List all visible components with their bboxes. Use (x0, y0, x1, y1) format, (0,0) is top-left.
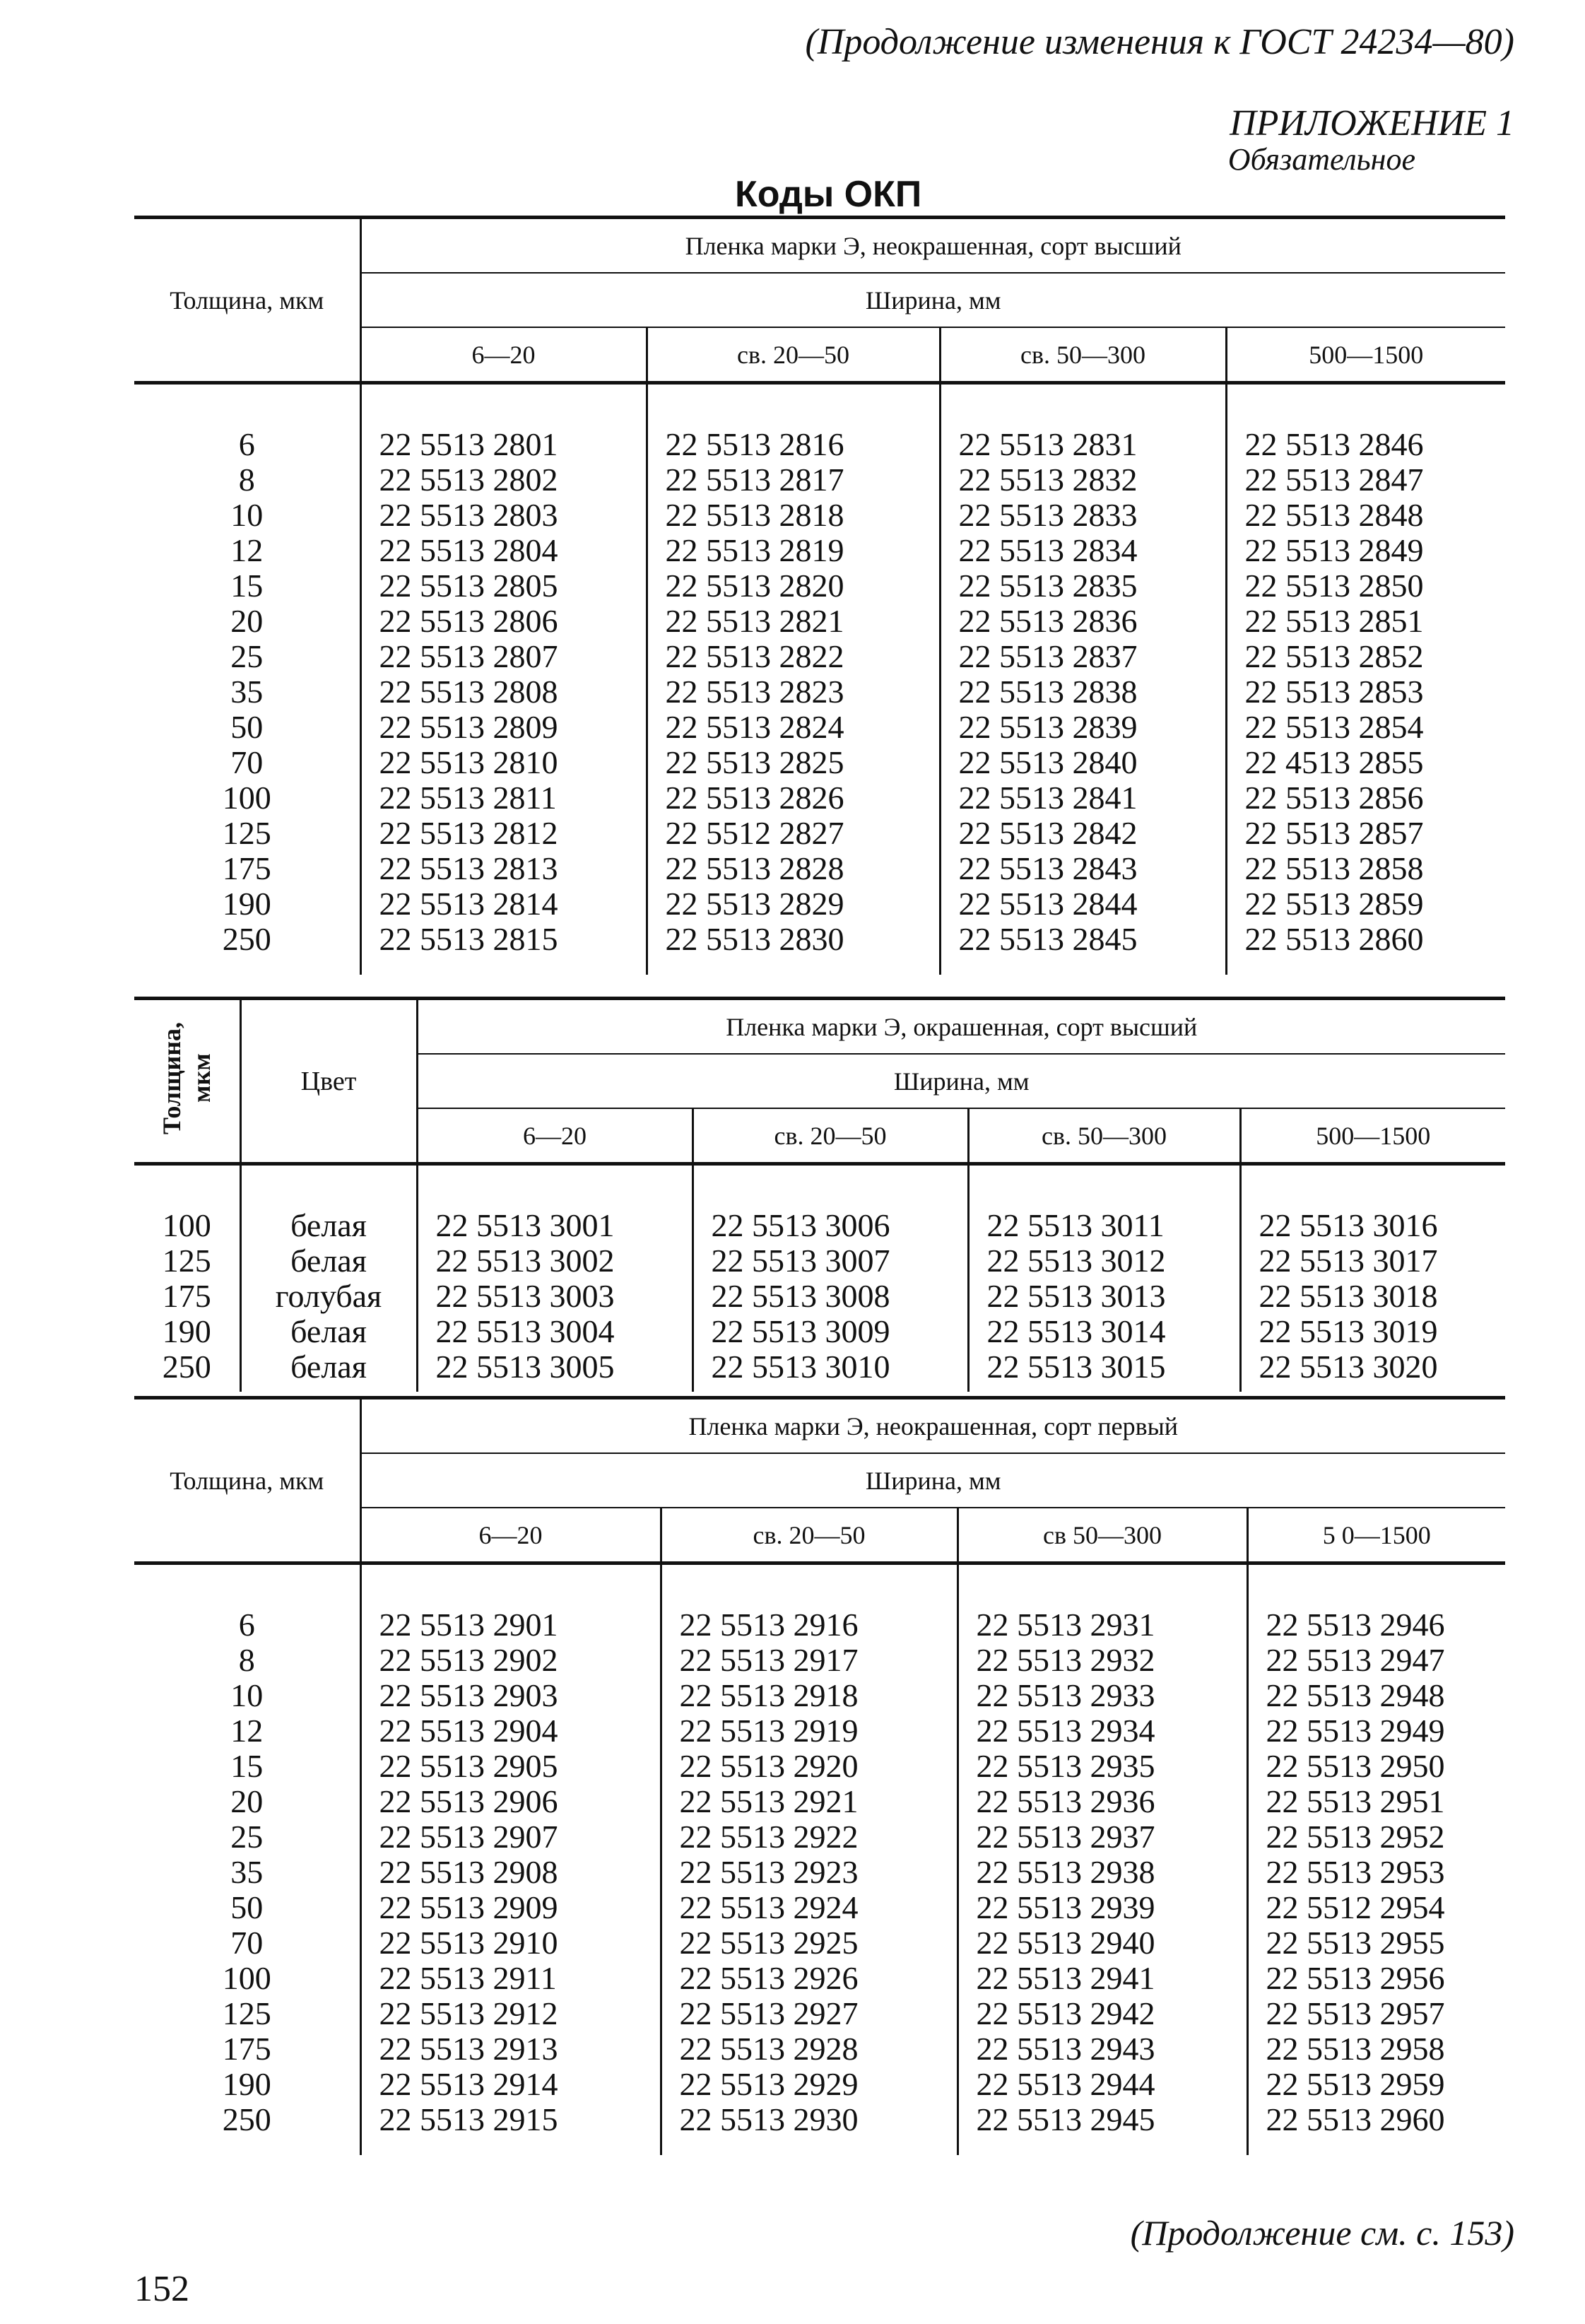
okp-code-cell: 22 5513 2808 (360, 674, 647, 710)
okp-code-cell: 22 5513 2946 (1247, 1563, 1505, 1643)
table-caption: Пленка марки Э, окрашенная, сорт высший (417, 999, 1505, 1055)
color-cell: белая (240, 1349, 417, 1392)
okp-code-cell: 22 5513 3016 (1240, 1164, 1505, 1244)
okp-code-cell: 22 5513 2825 (647, 745, 940, 780)
okp-code-cell: 22 5513 2922 (661, 1819, 958, 1855)
okp-code-cell: 22 5513 2860 (1226, 922, 1505, 975)
okp-code-cell: 22 5513 2916 (661, 1563, 958, 1643)
okp-code-cell: 22 5513 2959 (1247, 2067, 1505, 2102)
okp-code-cell: 22 5513 2943 (958, 2031, 1247, 2067)
okp-code-cell: 22 5512 2827 (647, 816, 940, 851)
okp-code-cell: 22 5513 2812 (360, 816, 647, 851)
okp-code-cell: 22 5513 2932 (958, 1643, 1247, 1678)
okp-code-cell: 22 5513 2819 (647, 533, 940, 568)
table-row (134, 1890, 1505, 1925)
thickness-cell: 100 (162, 1207, 211, 1243)
thickness-cell: 25 (230, 638, 264, 674)
thickness-cell: 6 (238, 426, 255, 462)
okp-code-cell: 22 5513 3001 (417, 1164, 693, 1244)
thickness-cell: 6 (238, 1607, 255, 1643)
width-col-4: 500—1500 (1226, 327, 1505, 383)
thickness-cell: 175 (222, 2031, 271, 2067)
okp-code-cell: 22 5513 3011 (968, 1164, 1240, 1244)
okp-code-cell: 22 5513 3007 (693, 1243, 968, 1279)
okp-code-cell: 22 5513 2905 (360, 1749, 661, 1784)
width-header: Ширина, мм (360, 273, 1505, 327)
table-row (134, 2031, 1505, 2067)
width-col-2: св. 20—50 (693, 1108, 968, 1164)
okp-code-cell: 22 5513 2915 (360, 2102, 661, 2155)
table-row (134, 1749, 1505, 1784)
okp-code-cell: 22 5513 2929 (661, 2067, 958, 2102)
table-caption: Пленка марки Э, неокрашенная, сорт первый (360, 1398, 1505, 1454)
okp-code-cell: 22 5513 2857 (1226, 816, 1505, 851)
thickness-header: Толщина, мкм (134, 1398, 360, 1563)
width-col-1: 6—20 (417, 1108, 693, 1164)
okp-code-cell: 22 5513 2937 (958, 1819, 1247, 1855)
okp-code-cell: 22 5513 2837 (940, 639, 1226, 674)
width-col-3: св 50—300 (958, 1508, 1247, 1563)
okp-code-cell: 22 5513 2948 (1247, 1678, 1505, 1713)
thickness-header: Толщина, мкм (134, 999, 240, 1164)
okp-code-cell: 22 5513 3017 (1240, 1243, 1505, 1279)
okp-code-cell: 22 5513 2830 (647, 922, 940, 975)
thickness-cell: 100 (222, 780, 271, 816)
okp-code-cell: 22 5513 3006 (693, 1164, 968, 1244)
okp-code-cell: 22 5513 2816 (647, 383, 940, 463)
okp-code-cell: 22 5513 2859 (1226, 886, 1505, 922)
okp-code-cell: 22 5513 3012 (968, 1243, 1240, 1279)
thickness-cell: 8 (238, 462, 255, 498)
okp-code-cell: 22 5513 2801 (360, 383, 647, 463)
thickness-cell: 190 (222, 2066, 271, 2102)
okp-code-cell: 22 5513 2822 (647, 639, 940, 674)
thickness-cell: 35 (230, 674, 264, 710)
okp-code-cell: 22 5513 3005 (417, 1349, 693, 1392)
okp-code-cell: 22 5513 2849 (1226, 533, 1505, 568)
okp-code-cell: 22 5513 3018 (1240, 1279, 1505, 1314)
okp-code-cell: 22 5513 2913 (360, 2031, 661, 2067)
thickness-header: Толщина, мкм (134, 218, 360, 383)
table-row (134, 498, 1505, 533)
width-col-1: 6—20 (360, 1508, 661, 1563)
thickness-cell: 175 (222, 850, 271, 886)
okp-code-cell: 22 5513 2851 (1226, 604, 1505, 639)
okp-code-cell: 22 5513 2840 (940, 745, 1226, 780)
table-row (134, 533, 1505, 568)
okp-code-cell: 22 5513 2925 (661, 1925, 958, 1961)
okp-code-cell: 22 5513 3020 (1240, 1349, 1505, 1392)
thickness-cell: 10 (230, 497, 264, 533)
okp-code-cell: 22 5513 2826 (647, 780, 940, 816)
continuation-footer: (Продолжение см. с. 153) (1130, 2213, 1514, 2253)
okp-code-cell: 22 5513 2958 (1247, 2031, 1505, 2067)
table-row (134, 383, 1505, 463)
thickness-cell: 125 (222, 1995, 271, 2031)
color-cell: белая (240, 1243, 417, 1279)
okp-code-cell: 22 5513 2960 (1247, 2102, 1505, 2155)
okp-code-cell: 22 5513 2807 (360, 639, 647, 674)
okp-table-unpainted-premium (134, 216, 1505, 975)
okp-code-cell: 22 4513 2855 (1226, 745, 1505, 780)
table-row (134, 1164, 1505, 1244)
table-row (134, 886, 1505, 922)
thickness-cell: 25 (230, 1819, 264, 1855)
okp-code-cell: 22 5513 3004 (417, 1314, 693, 1349)
okp-code-cell: 22 5513 2842 (940, 816, 1226, 851)
thickness-cell: 100 (222, 1960, 271, 1996)
okp-code-cell: 22 5513 2908 (360, 1855, 661, 1890)
width-col-4: 500—1500 (1240, 1108, 1505, 1164)
okp-code-cell: 22 5513 2839 (940, 710, 1226, 745)
okp-code-cell: 22 5513 2936 (958, 1784, 1247, 1819)
table-row (134, 2067, 1505, 2102)
okp-code-cell: 22 5513 2841 (940, 780, 1226, 816)
table-row (134, 604, 1505, 639)
okp-code-cell: 22 5513 2926 (661, 1961, 958, 1996)
okp-code-cell: 22 5513 2806 (360, 604, 647, 639)
table-row (134, 1349, 1505, 1392)
okp-code-cell: 22 5513 3013 (968, 1279, 1240, 1314)
color-cell: белая (240, 1164, 417, 1244)
okp-code-cell: 22 5513 2848 (1226, 498, 1505, 533)
okp-table-unpainted-first (134, 1396, 1505, 2155)
okp-code-cell: 22 5513 2919 (661, 1713, 958, 1749)
table-row (134, 745, 1505, 780)
okp-code-cell: 22 5513 2928 (661, 2031, 958, 2067)
table-caption: Пленка марки Э, неокрашенная, сорт высший (360, 218, 1505, 274)
okp-code-cell: 22 5513 2901 (360, 1563, 661, 1643)
table-row (134, 710, 1505, 745)
thickness-cell: 20 (230, 1783, 264, 1819)
okp-code-cell: 22 5513 2802 (360, 462, 647, 498)
okp-code-cell: 22 5513 3015 (968, 1349, 1240, 1392)
appendix-status: Обязательное (1227, 142, 1415, 177)
thickness-cell: 70 (230, 1925, 264, 1961)
okp-code-cell: 22 5513 2909 (360, 1890, 661, 1925)
okp-code-cell: 22 5513 2803 (360, 498, 647, 533)
okp-code-cell: 22 5513 2950 (1247, 1749, 1505, 1784)
okp-code-cell: 22 5513 2939 (958, 1890, 1247, 1925)
width-col-4: 5 0—1500 (1247, 1508, 1505, 1563)
okp-code-cell: 22 5513 2815 (360, 922, 647, 975)
okp-code-cell: 22 5513 2856 (1226, 780, 1505, 816)
okp-code-cell: 22 5513 2944 (958, 2067, 1247, 2102)
okp-code-cell: 22 5513 2911 (360, 1961, 661, 1996)
okp-table-painted-premium (134, 997, 1505, 1392)
thickness-cell: 250 (222, 2101, 271, 2137)
table-row (134, 1678, 1505, 1713)
okp-code-cell: 22 5513 3014 (968, 1314, 1240, 1349)
okp-code-cell: 22 5513 2947 (1247, 1643, 1505, 1678)
okp-code-cell: 22 5513 3010 (693, 1349, 968, 1392)
okp-code-cell: 22 5513 2824 (647, 710, 940, 745)
okp-code-cell: 22 5513 3008 (693, 1279, 968, 1314)
table-row (134, 922, 1505, 975)
table-row (134, 1279, 1505, 1314)
okp-code-cell: 22 5513 2904 (360, 1713, 661, 1749)
table-row (134, 1243, 1505, 1279)
okp-code-cell: 22 5513 2956 (1247, 1961, 1505, 1996)
okp-code-cell: 22 5513 2817 (647, 462, 940, 498)
width-header: Ширина, мм (417, 1054, 1505, 1108)
okp-code-cell: 22 5513 2850 (1226, 568, 1505, 604)
okp-code-cell: 22 5513 2852 (1226, 639, 1505, 674)
table-row (134, 1819, 1505, 1855)
thickness-cell: 20 (230, 603, 264, 639)
okp-code-cell: 22 5513 2945 (958, 2102, 1247, 2155)
okp-code-cell: 22 5513 2957 (1247, 1996, 1505, 2031)
thickness-cell: 15 (230, 1748, 264, 1784)
okp-code-cell: 22 5513 2832 (940, 462, 1226, 498)
okp-code-cell: 22 5513 2953 (1247, 1855, 1505, 1890)
okp-code-cell: 22 5513 2846 (1226, 383, 1505, 463)
okp-code-cell: 22 5513 2858 (1226, 851, 1505, 886)
table-row (134, 1996, 1505, 2031)
okp-code-cell: 22 5513 2813 (360, 851, 647, 886)
okp-code-cell: 22 5513 2844 (940, 886, 1226, 922)
table-row (134, 1925, 1505, 1961)
thickness-cell: 70 (230, 744, 264, 780)
page-number: 152 (134, 2269, 189, 2309)
table-row (134, 568, 1505, 604)
thickness-cell: 10 (230, 1677, 264, 1713)
okp-code-cell: 22 5513 2949 (1247, 1713, 1505, 1749)
color-header: Цвет (240, 999, 417, 1164)
okp-code-cell: 22 5513 2910 (360, 1925, 661, 1961)
thickness-cell: 50 (230, 1889, 264, 1925)
okp-code-cell: 22 5513 2921 (661, 1784, 958, 1819)
okp-code-cell: 22 5513 2940 (958, 1925, 1247, 1961)
okp-code-cell: 22 5513 3019 (1240, 1314, 1505, 1349)
okp-code-cell: 22 5513 2951 (1247, 1784, 1505, 1819)
thickness-cell: 250 (222, 921, 271, 957)
okp-code-cell: 22 5513 2924 (661, 1890, 958, 1925)
thickness-cell: 190 (162, 1313, 211, 1349)
thickness-cell: 50 (230, 709, 264, 745)
table-body (134, 1563, 1505, 2156)
okp-code-cell: 22 5513 2854 (1226, 710, 1505, 745)
okp-code-cell: 22 5513 2838 (940, 674, 1226, 710)
okp-code-cell: 22 5513 2809 (360, 710, 647, 745)
table-row (134, 1643, 1505, 1678)
thickness-cell: 125 (162, 1243, 211, 1279)
okp-code-cell: 22 5513 2811 (360, 780, 647, 816)
okp-code-cell: 22 5513 3009 (693, 1314, 968, 1349)
continuation-header: (Продолжение изменения к ГОСТ 24234—80) (805, 22, 1514, 62)
table-row (134, 674, 1505, 710)
table-row (134, 1563, 1505, 1643)
table-row (134, 1784, 1505, 1819)
okp-code-cell: 22 5513 2906 (360, 1784, 661, 1819)
okp-code-cell: 22 5513 2912 (360, 1996, 661, 2031)
okp-code-cell: 22 5513 2805 (360, 568, 647, 604)
thickness-cell: 250 (162, 1349, 211, 1385)
okp-code-cell: 22 5513 2820 (647, 568, 940, 604)
width-col-2: св. 20—50 (661, 1508, 958, 1563)
okp-code-cell: 22 5513 2917 (661, 1643, 958, 1678)
table-row (134, 639, 1505, 674)
okp-code-cell: 22 5513 2834 (940, 533, 1226, 568)
width-col-3: св. 50—300 (940, 327, 1226, 383)
okp-code-cell: 22 5513 2934 (958, 1713, 1247, 1749)
okp-code-cell: 22 5513 2938 (958, 1855, 1247, 1890)
okp-code-cell: 22 5513 2952 (1247, 1819, 1505, 1855)
okp-code-cell: 22 5513 2923 (661, 1855, 958, 1890)
table-row (134, 1314, 1505, 1349)
okp-code-cell: 22 5513 2941 (958, 1961, 1247, 1996)
okp-code-cell: 22 5513 2920 (661, 1749, 958, 1784)
okp-code-cell: 22 5513 2907 (360, 1819, 661, 1855)
thickness-cell: 190 (222, 886, 271, 922)
okp-code-cell: 22 5513 2828 (647, 851, 940, 886)
table-row (134, 462, 1505, 498)
okp-code-cell: 22 5513 2823 (647, 674, 940, 710)
thickness-cell: 35 (230, 1854, 264, 1890)
okp-code-cell: 22 5513 2903 (360, 1678, 661, 1713)
okp-code-cell: 22 5513 2918 (661, 1678, 958, 1713)
table-body (134, 1164, 1505, 1392)
okp-code-cell: 22 5513 2853 (1226, 674, 1505, 710)
okp-code-cell: 22 5513 2927 (661, 1996, 958, 2031)
table-row (134, 780, 1505, 816)
thickness-cell: 8 (238, 1642, 255, 1678)
table-row (134, 816, 1505, 851)
okp-code-cell: 22 5513 2902 (360, 1643, 661, 1678)
table-row (134, 851, 1505, 886)
okp-code-cell: 22 5513 2935 (958, 1749, 1247, 1784)
okp-code-cell: 22 5513 2829 (647, 886, 940, 922)
table-row (134, 1855, 1505, 1890)
thickness-cell: 125 (222, 815, 271, 851)
table-row (134, 2102, 1505, 2155)
table-row (134, 1961, 1505, 1996)
okp-code-cell: 22 5513 2843 (940, 851, 1226, 886)
width-header: Ширина, мм (360, 1453, 1505, 1508)
okp-code-cell: 22 5513 2933 (958, 1678, 1247, 1713)
okp-code-cell: 22 5513 2804 (360, 533, 647, 568)
okp-code-cell: 22 5513 2821 (647, 604, 940, 639)
okp-code-cell: 22 5513 2831 (940, 383, 1226, 463)
okp-code-cell: 22 5512 2954 (1247, 1890, 1505, 1925)
okp-code-cell: 22 5513 2955 (1247, 1925, 1505, 1961)
okp-code-cell: 22 5513 2931 (958, 1563, 1247, 1643)
okp-code-cell: 22 5513 2835 (940, 568, 1226, 604)
okp-code-cell: 22 5513 2847 (1226, 462, 1505, 498)
okp-code-cell: 22 5513 2818 (647, 498, 940, 533)
width-col-1: 6—20 (360, 327, 647, 383)
okp-code-cell: 22 5513 2836 (940, 604, 1226, 639)
width-col-2: св. 20—50 (647, 327, 940, 383)
color-cell: белая (240, 1314, 417, 1349)
color-cell: голубая (240, 1279, 417, 1314)
okp-code-cell: 22 5513 2810 (360, 745, 647, 780)
okp-code-cell: 22 5513 2930 (661, 2102, 958, 2155)
thickness-cell: 12 (230, 1713, 264, 1749)
okp-code-cell: 22 5513 2814 (360, 886, 647, 922)
thickness-cell: 15 (230, 568, 264, 604)
appendix-title: ПРИЛОЖЕНИЕ 1 (1230, 103, 1514, 143)
thickness-cell: 12 (230, 532, 264, 568)
page-title: Коды ОКП (735, 174, 922, 215)
okp-code-cell: 22 5513 2914 (360, 2067, 661, 2102)
table-row (134, 1713, 1505, 1749)
okp-code-cell: 22 5513 2833 (940, 498, 1226, 533)
okp-code-cell: 22 5513 3003 (417, 1279, 693, 1314)
thickness-cell: 175 (162, 1278, 211, 1314)
okp-code-cell: 22 5513 2942 (958, 1996, 1247, 2031)
table-body (134, 383, 1505, 975)
okp-code-cell: 22 5513 2845 (940, 922, 1226, 975)
width-col-3: св. 50—300 (968, 1108, 1240, 1164)
okp-code-cell: 22 5513 3002 (417, 1243, 693, 1279)
